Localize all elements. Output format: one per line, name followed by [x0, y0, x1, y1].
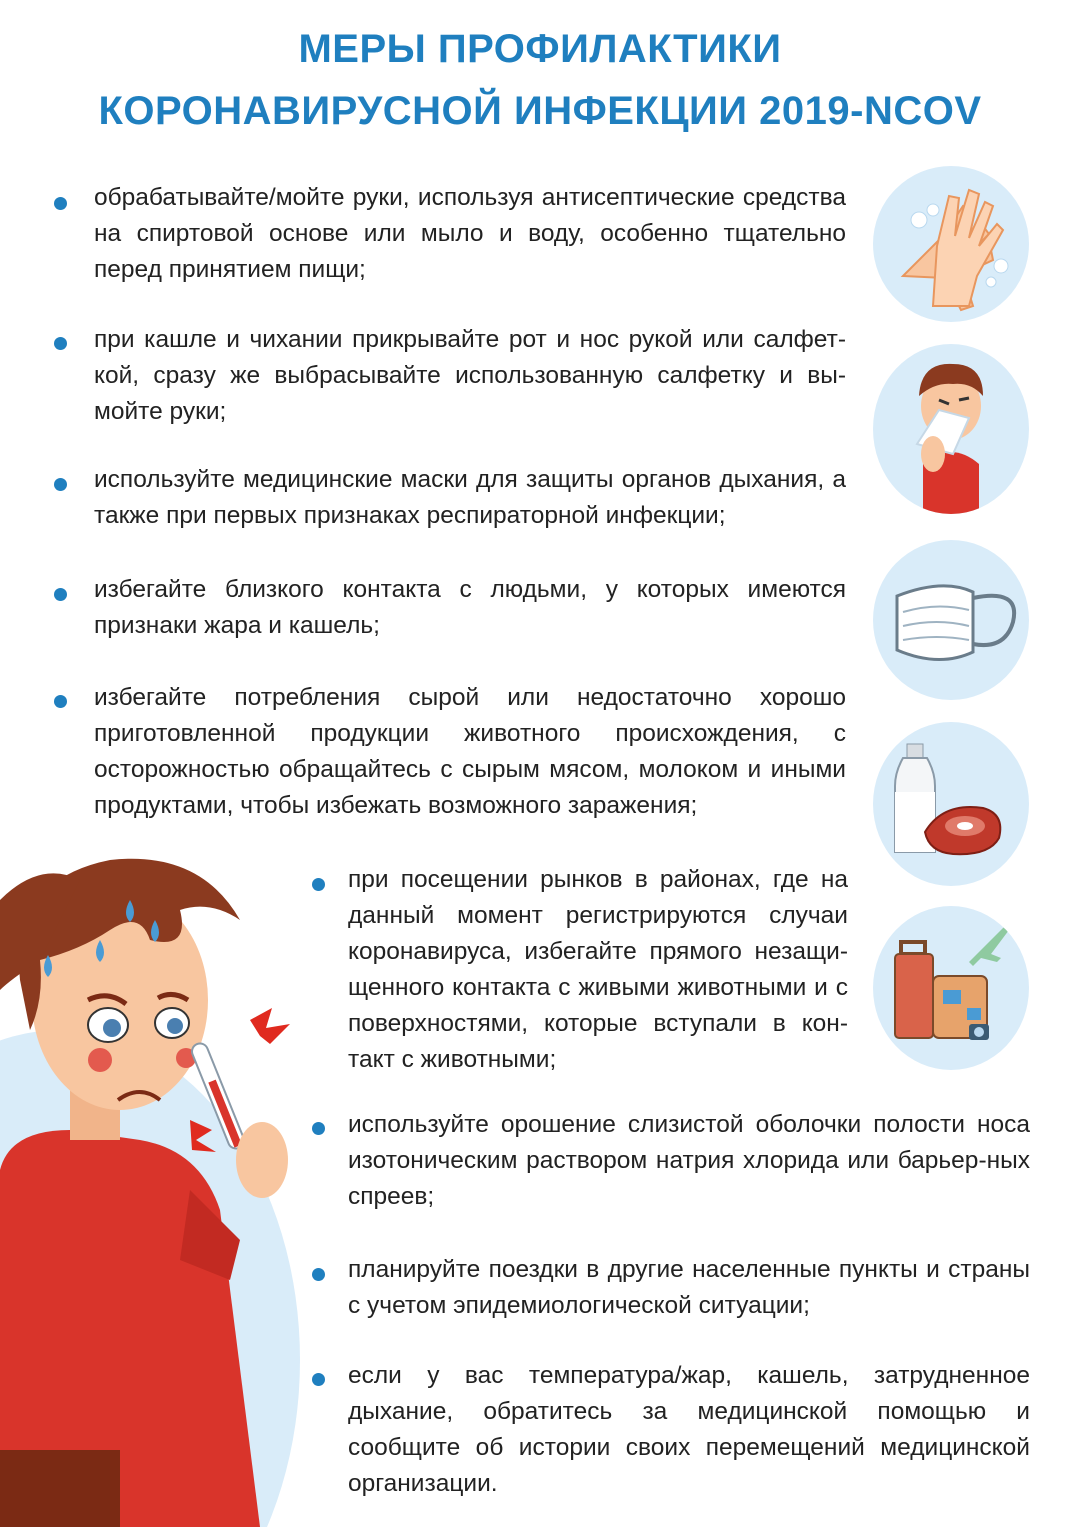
bullet-2 — [54, 337, 67, 350]
sneezing-person-icon — [873, 344, 1029, 514]
measure-item-7: используйте орошение слизистой оболочки полости носа изотоническим раствором натрия хлорида или барьер-ных спреев; — [348, 1111, 1030, 1210]
page-title — [0, 26, 1080, 134]
travel-luggage-icon — [873, 906, 1029, 1070]
bullet-5 — [54, 695, 67, 708]
measure-item-8: планируйте поездки в другие населенные пункты и страны с учетом эпидемиологической ситуации; — [348, 1256, 1030, 1319]
measure-item-2: при кашле и чихании прикрывайте рот и нос рукой или салфет-кой, сразу же выбрасывайте использованную салфетку и вы-мойте руки; — [94, 326, 846, 425]
milk-and-meat-icon — [873, 722, 1029, 886]
measure-item-5: избегайте потребления сырой или недостаточно хорошо приготовленной продукции животного происхождения, с осторожностью обращайтесь с сырым мясом, молоком и иными продуктами, чтобы избежать возможного заражения; — [94, 684, 846, 819]
title-line-2: КОРОНАВИРУСНОЙ ИНФЕКЦИИ 2019-NCOV — [98, 89, 982, 133]
measure-item-6: при посещении рынков в районах, где на данный момент регистрируются случаи коронавируса, избегайте прямого незащи-щенного контакта с живыми животными и с поверхностями, которые вступали в кон-такт с животными; — [348, 866, 848, 1073]
medical-mask-icon — [873, 540, 1029, 700]
measure-item-3: используйте медицинские маски для защиты органов дыхания, а также при первых признаках респираторной инфекции; — [94, 466, 846, 529]
measure-item-4: избегайте близкого контакта с людьми, у которых имеются признаки жара и кашель; — [94, 576, 846, 639]
hand-washing-icon — [873, 166, 1029, 322]
measure-item-1: обрабатывайте/мойте руки, используя антисептические средства на спиртовой основе или мыло и воду, особенно тщательно перед принятием пищи; — [94, 184, 846, 283]
title-line-1: МЕРЫ ПРОФИЛАКТИКИ — [298, 27, 782, 71]
measure-item-9: если у вас температура/жар, кашель, затрудненное дыхание, обратитесь за медицинской помощью и сообщите об истории своих перемещений медицинской организации. — [348, 1362, 1030, 1497]
bullet-1 — [54, 197, 67, 210]
bullet-4 — [54, 588, 67, 601]
sick-boy-thermometer-illustration — [0, 840, 320, 1527]
bullet-3 — [54, 478, 67, 491]
